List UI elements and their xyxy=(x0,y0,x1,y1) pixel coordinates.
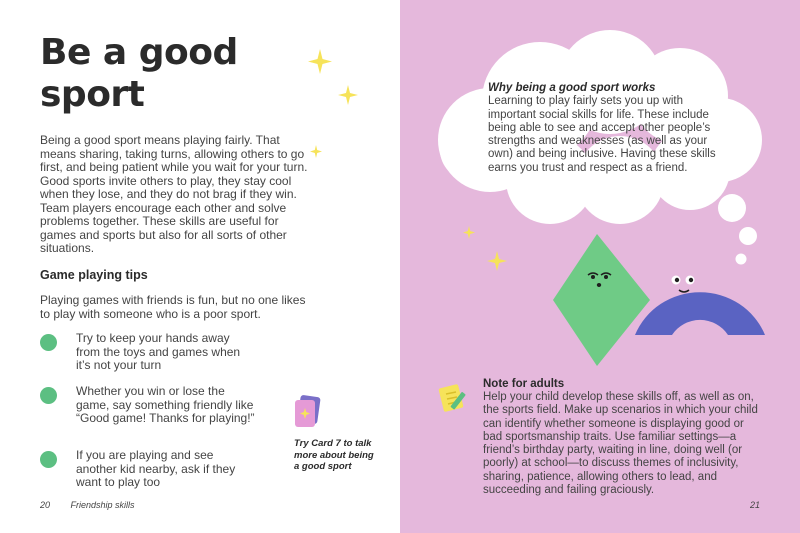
section-name: Friendship skills xyxy=(70,500,135,510)
blue-arch-character xyxy=(635,292,765,335)
cloud-title: Why being a good sport works xyxy=(488,82,656,94)
characters-illustration xyxy=(540,220,780,380)
bullet-dot xyxy=(40,451,57,468)
tips-heading: Game playing tips xyxy=(40,268,148,282)
sparkle-star-icon xyxy=(487,251,507,271)
tip-text: Try to keep your hands away from the toys and games when it’s not your turn xyxy=(76,331,241,372)
tip-text: If you are playing and see another kid nearby, ask if they want to play too xyxy=(76,448,236,489)
card-note: Try Card 7 to talk more about being a good sport xyxy=(294,438,374,472)
intro-paragraph: Being a good sport means playing fairly. That means sharing, taking turns, allowing others to go first, and being patient while you wait for your turn. Good sports invite others to play, they stay cool when they lose, and they do not brag if they win. Team players encourage each other and solve problems together. These skills are useful for games and sports but also for all sorts of other situations. xyxy=(40,133,308,255)
notepad-pencil-icon xyxy=(438,381,470,413)
note-heading: Note for adults xyxy=(483,378,565,390)
bullet-dot xyxy=(40,387,57,404)
sparkle-star-icon xyxy=(308,49,332,74)
page-number: 20 xyxy=(40,500,51,510)
sparkle-star-icon xyxy=(338,85,358,105)
footer-left xyxy=(40,500,135,510)
tip-text: Whether you win or lose the game, say something friendly like “Good game! Thanks for playing!” xyxy=(76,384,255,425)
page-number: 21 xyxy=(749,500,760,510)
sparkle-star-icon xyxy=(310,145,322,158)
tips-intro: Playing games with friends is fun, but no one likes to play with someone who is a poor sport. xyxy=(40,293,306,321)
page-title: Be a good sport xyxy=(40,32,238,115)
bullet-dot xyxy=(40,334,57,351)
playing-cards-icon xyxy=(292,395,322,429)
right-page xyxy=(400,0,800,533)
note-paragraph: Help your child develop these skills off, as well as on, the sports field. Make up scenarios in which your child can identify whether someone is displaying good or bad sportsmanship traits. Use familiar settings—a friend’s birthday party, waiting in line, doing well (or poorly) at school—to discuss themes of inclusivity, sharing, patience, allowing others to lead, and succeeding and failing graciously. xyxy=(483,391,758,497)
cloud-paragraph: Learning to play fairly sets you up with important social skills for life. These include being able to see and accept other people’s strengths and weaknesses (as well as your own) and being inclusive. Having these skills earns you trust and respect as a friend. xyxy=(488,95,716,174)
green-diamond-character xyxy=(553,234,650,366)
sparkle-star-icon xyxy=(463,226,475,239)
